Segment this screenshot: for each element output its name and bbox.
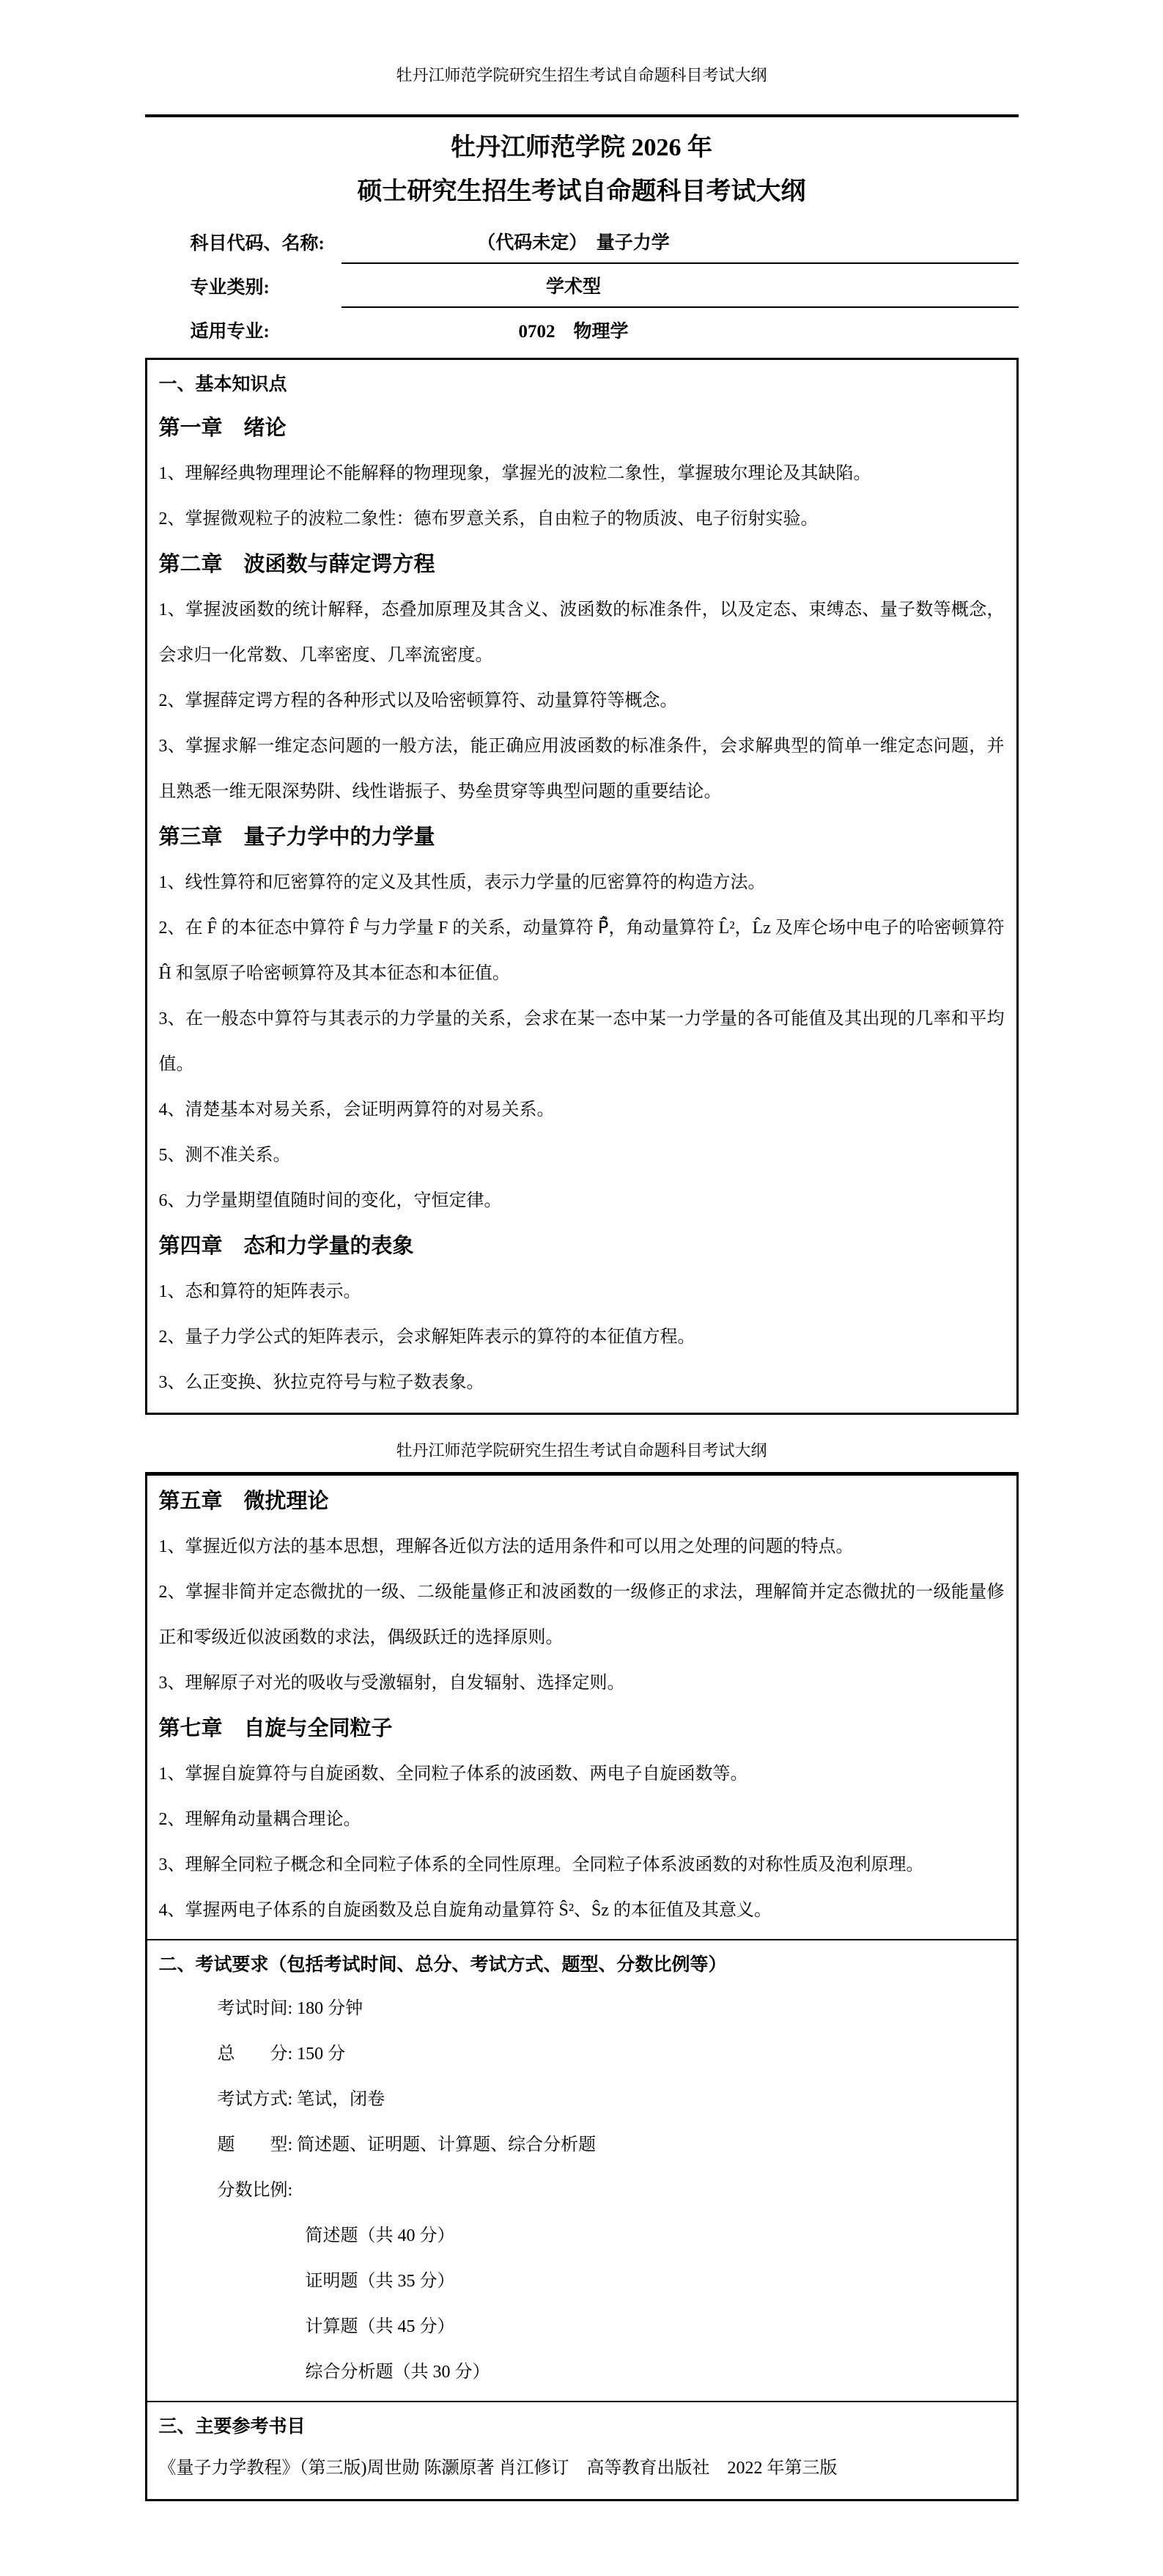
outline-item: 2、掌握非简并定态微扰的一级、二级能量修正和波函数的一级修正的求法，理解简并定态微扰的一级能量修正和零级近似波函数的求法，偶级跃迁的选择原则。 xyxy=(158,1583,1005,1647)
outline-item: 1、理解经典物理理论不能解释的物理现象，掌握光的波粒二象性，掌握玻尔理论及其缺陷。 xyxy=(158,464,871,483)
outline-item: 4、掌握两电子体系的自旋函数及总自旋角动量算符 Ŝ²、Ŝz 的本征值及其意义。 xyxy=(158,1901,772,1920)
outline-item: 2、在 F̂ 的本征态中算符 F̂ 与力学量 F 的关系，动量算符 P⃗̂，角动量算符 L̂²，L̂z 及库仑场中电子的哈密顿算符 Ĥ 和氢原子哈密顿算符及其本征态和本征值。 xyxy=(158,919,1005,983)
chapter-title: 第三章 量子力学中的力学量 xyxy=(158,825,435,849)
reference-line: 《量子力学教程》（第三版)周世勋 陈灏原著 肖江修订 高等教育出版社 2022 年第三版 xyxy=(158,2459,838,2478)
meta-row-category xyxy=(145,264,1019,308)
score-ratio-line: 计算题（共 45 分） xyxy=(305,2317,455,2336)
meta-label: 科目代码、名称: xyxy=(190,234,325,254)
outline-item: 2、掌握薛定谔方程的各种形式以及哈密顿算符、动量算符等概念。 xyxy=(158,691,678,710)
score-ratio-line: 简述题（共 40 分） xyxy=(305,2226,455,2245)
outline-item: 2、掌握微观粒子的波粒二象性：德布罗意关系，自由粒子的物质波、电子衍射实验。 xyxy=(158,509,819,529)
meta-row-subject-code xyxy=(145,220,1019,264)
section-heading-references: 三、主要参考书目 xyxy=(158,2416,306,2437)
outline-item: 5、测不准关系。 xyxy=(158,1146,291,1165)
meta-row-major xyxy=(145,308,1019,352)
score-ratio-line: 证明题（共 35 分） xyxy=(305,2272,455,2291)
running-header: 牡丹江师范学院研究生招生考试自命题科目考试大纲 xyxy=(396,66,767,84)
outline-item: 6、力学量期望值随时间的变化，守恒定律。 xyxy=(158,1191,502,1210)
meta-label: 专业类别: xyxy=(190,278,270,298)
chapter-3 xyxy=(159,814,1005,1223)
document-content xyxy=(145,65,1019,2501)
requirement-line: 考试时间: 180 分钟 xyxy=(217,1999,363,2018)
chapter-7 xyxy=(159,1706,1005,1933)
chapter-title: 第一章 绪论 xyxy=(158,416,287,440)
requirement-line: 总 分: 150 分 xyxy=(217,2045,346,2064)
outline-item: 3、理解全同粒子概念和全同粒子体系的全同性原理。全同粒子体系波函数的对称性质及泡利原理。 xyxy=(158,1855,924,1874)
chapter-1 xyxy=(159,405,1005,542)
header-rule xyxy=(145,114,1019,117)
chapter-title: 第五章 微扰理论 xyxy=(158,1490,329,1513)
outline-item: 1、线性算符和厄密算符的定义及其性质，表示力学量的厄密算符的构造方法。 xyxy=(158,873,766,892)
outline-item: 2、量子力学公式的矩阵表示，会求解矩阵表示的算符的本征值方程。 xyxy=(158,1328,695,1347)
requirement-line: 考试方式: 笔试，闭卷 xyxy=(217,2090,385,2109)
meta-value: （代码未定） 量子力学 xyxy=(341,220,1019,264)
knowledge-section-continued xyxy=(147,1476,1016,1939)
outline-item: 4、清楚基本对易关系，会证明两算符的对易关系。 xyxy=(158,1100,555,1119)
outline-item: 1、掌握自旋算符与自旋函数、全同粒子体系的波函数、两电子自旋函数等。 xyxy=(158,1764,748,1784)
subject-meta xyxy=(145,220,1019,352)
outline-item: 2、理解角动量耦合理论。 xyxy=(158,1810,361,1829)
document-title-line2: 硕士研究生招生考试自命题科目考试大纲 xyxy=(357,178,806,205)
requirement-line: 题 型: 简述题、证明题、计算题、综合分析题 xyxy=(217,2135,597,2154)
chapter-5 xyxy=(159,1479,1005,1706)
outline-item: 3、掌握求解一维定态问题的一般方法，能正确应用波函数的标准条件，会求解典型的简单一维定态问题，并且熟悉一维无限深势阱、线性谐振子、势垒贯穿等典型问题的重要结论。 xyxy=(158,737,1005,801)
outline-item: 1、掌握近似方法的基本思想，理解各近似方法的适用条件和可以用之处理的问题的特点。 xyxy=(158,1537,854,1556)
requirement-line: 分数比例: xyxy=(217,2181,293,2200)
chapter-2 xyxy=(159,542,1005,814)
outline-item: 3、在一般态中算符与其表示的力学量的关系，会求在某一态中某一力学量的各可能值及其出现的几率和平均值。 xyxy=(158,1009,1005,1074)
section-heading-knowledge: 一、基本知识点 xyxy=(158,374,287,394)
reference-books-section xyxy=(147,2401,1016,2499)
outline-item: 3、么正变换、狄拉克符号与粒子数表象。 xyxy=(158,1373,484,1392)
meta-label: 适用专业: xyxy=(190,322,270,342)
score-ratio-line: 综合分析题（共 30 分） xyxy=(305,2363,490,2382)
outline-item: 1、态和算符的矩阵表示。 xyxy=(158,1282,361,1301)
meta-value: 学术型 xyxy=(341,264,1019,308)
chapter-4 xyxy=(159,1223,1005,1405)
chapter-title: 第四章 态和力学量的表象 xyxy=(158,1234,414,1258)
section-heading-requirements: 二、考试要求（包括考试时间、总分、考试方式、题型、分数比例等） xyxy=(158,1954,727,1975)
chapter-title: 第七章 自旋与全同粒子 xyxy=(158,1717,393,1740)
chapter-title: 第二章 波函数与薛定谔方程 xyxy=(158,553,435,576)
outline-item: 3、理解原子对光的吸收与受激辐射，自发辐射、选择定则。 xyxy=(158,1674,625,1693)
meta-value: 0702 物理学 xyxy=(518,322,629,342)
exam-requirements-section xyxy=(147,1939,1016,2401)
running-header-page2: 牡丹江师范学院研究生招生考试自命题科目考试大纲 xyxy=(396,1441,767,1460)
outline-item: 1、掌握波函数的统计解释，态叠加原理及其含义、波函数的标准条件，以及定态、束缚态、量子数等概念，会求归一化常数、几率密度、几率流密度。 xyxy=(158,600,1005,665)
document-title-line1: 牡丹江师范学院 2026 年 xyxy=(451,134,712,161)
outline-box-page1 xyxy=(145,358,1019,1415)
outline-box-page2 xyxy=(145,1476,1019,2501)
